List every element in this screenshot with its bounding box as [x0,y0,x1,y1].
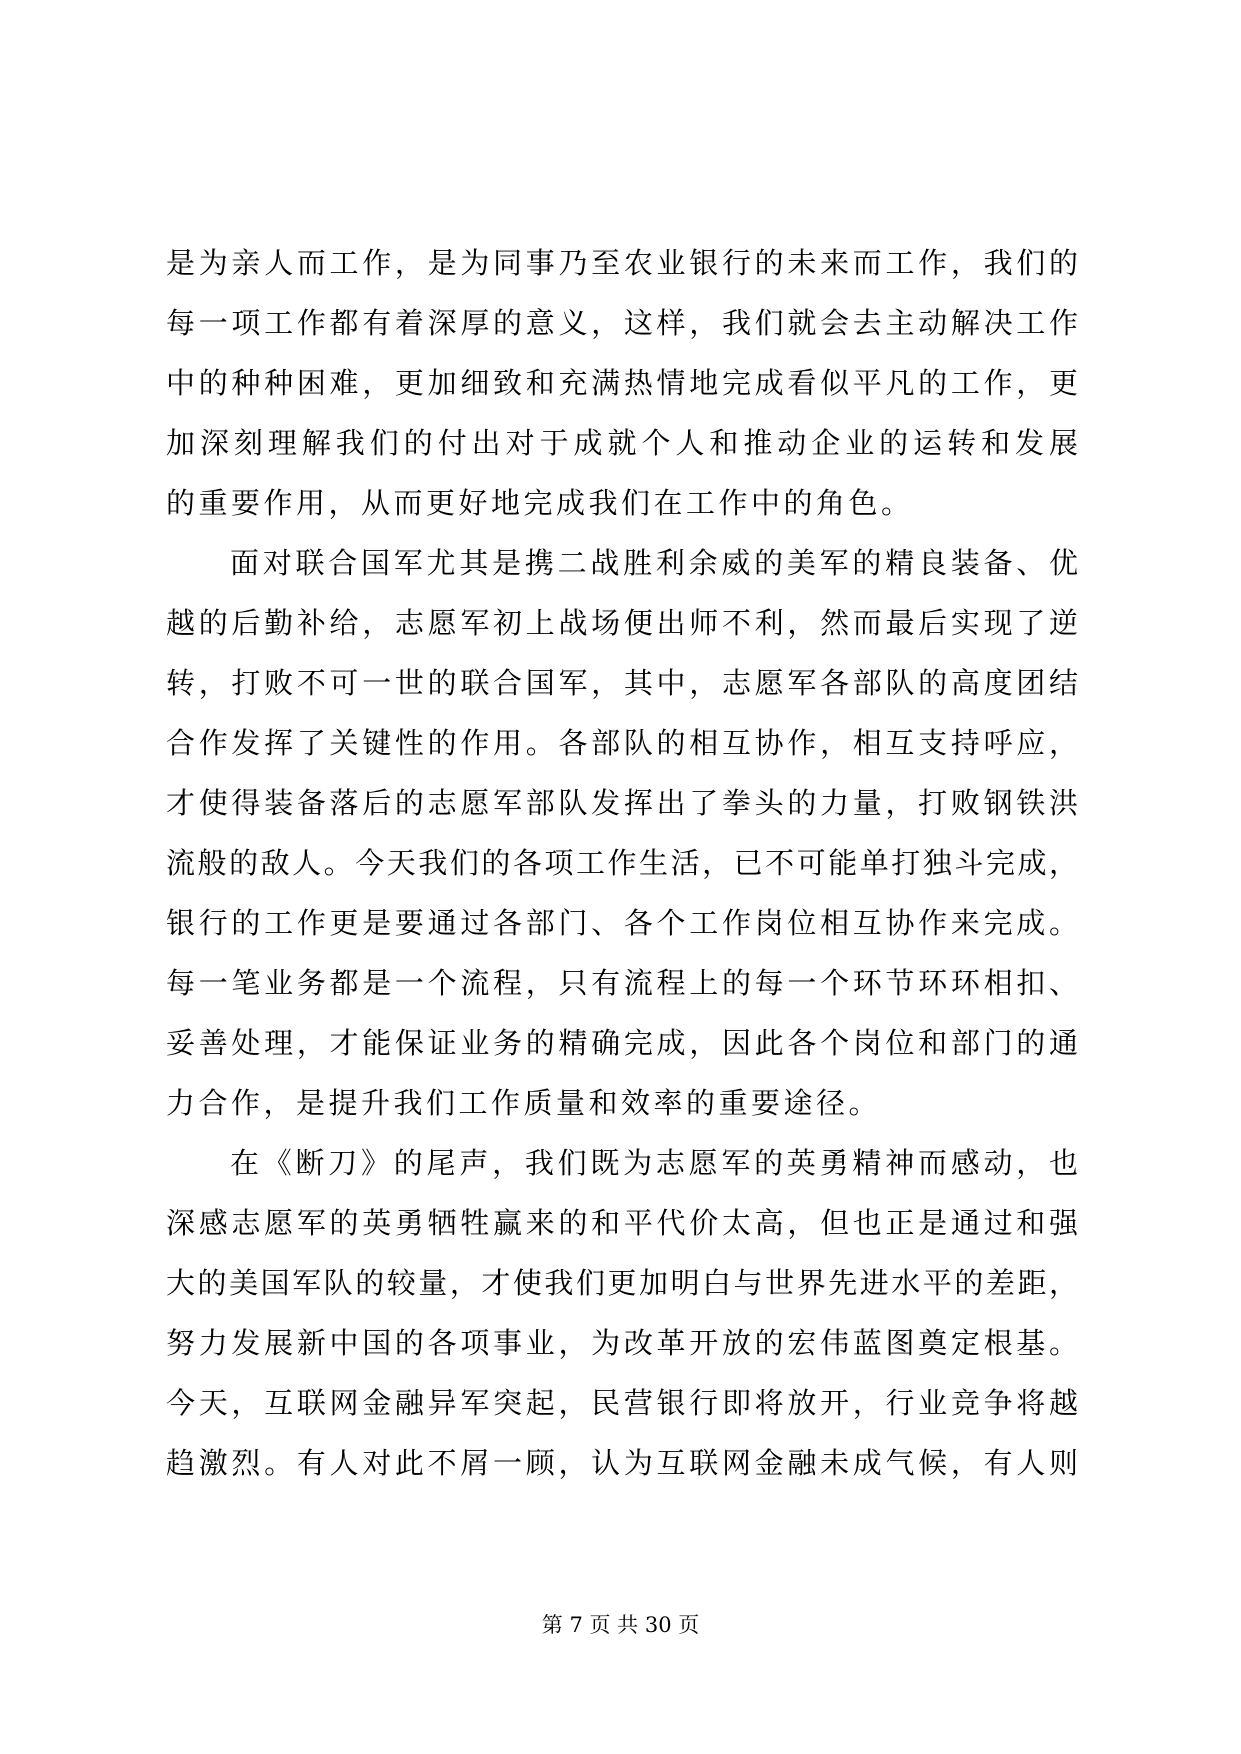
text-line: 流般的敌人。今天我们的各项工作生活，已不可能单打独斗完成， [166,846,1078,880]
text-line: 合作发挥了关键性的作用。各部队的相互协作，相互支持呼应， [166,726,1078,760]
text-line: 越的后勤补给，志愿军初上战场便出师不利，然而最后实现了逆 [166,606,1078,640]
body-text [166,233,1078,1493]
text-line: 深感志愿军的英勇牺牲赢来的和平代价太高，但也正是通过和强 [166,1206,1078,1240]
text-line: 转，打败不可一世的联合国军，其中，志愿军各部队的高度团结 [166,666,1078,700]
text-line: 每一项工作都有着深厚的意义，这样，我们就会去主动解决工作 [166,306,1078,340]
text-line: 力合作，是提升我们工作质量和效率的重要途径。 [166,1086,882,1120]
text-line: 是为亲人而工作，是为同事乃至农业银行的未来而工作，我们的 [166,246,1078,280]
text-line: 加深刻理解我们的付出对于成就个人和推动企业的运转和发展 [166,426,1078,460]
text-line: 中的种种困难，更加细致和充满热情地完成看似平凡的工作，更 [166,366,1078,400]
text-line: 每一笔业务都是一个流程，只有流程上的每一个环节环环相扣、 [166,966,1078,1000]
paragraph-first-line: 面对联合国军尤其是携二战胜利余威的美军的精良装备、优 [230,546,1078,580]
text-line: 努力发展新中国的各项事业，为改革开放的宏伟蓝图奠定根基。 [166,1326,1078,1360]
text-line: 才使得装备落后的志愿军部队发挥出了拳头的力量，打败钢铁洪 [166,786,1078,820]
paragraph-first-line: 在《断刀》的尾声，我们既为志愿军的英勇精神而感动，也 [230,1146,1078,1180]
text-line: 妥善处理，才能保证业务的精确完成，因此各个岗位和部门的通 [166,1026,1078,1060]
text-line: 的重要作用，从而更好地完成我们在工作中的角色。 [166,486,914,520]
page-number-footer: 第 7 页 共 30 页 [541,1613,700,1637]
text-line: 今天，互联网金融异军突起，民营银行即将放开，行业竞争将越 [166,1386,1078,1420]
text-line: 银行的工作更是要通过各部门、各个工作岗位相互协作来完成。 [166,906,1078,940]
text-line: 趋激烈。有人对此不屑一顾，认为互联网金融未成气候，有人则 [166,1446,1078,1480]
text-line: 大的美国军队的较量，才使我们更加明白与世界先进水平的差距， [166,1266,1078,1300]
